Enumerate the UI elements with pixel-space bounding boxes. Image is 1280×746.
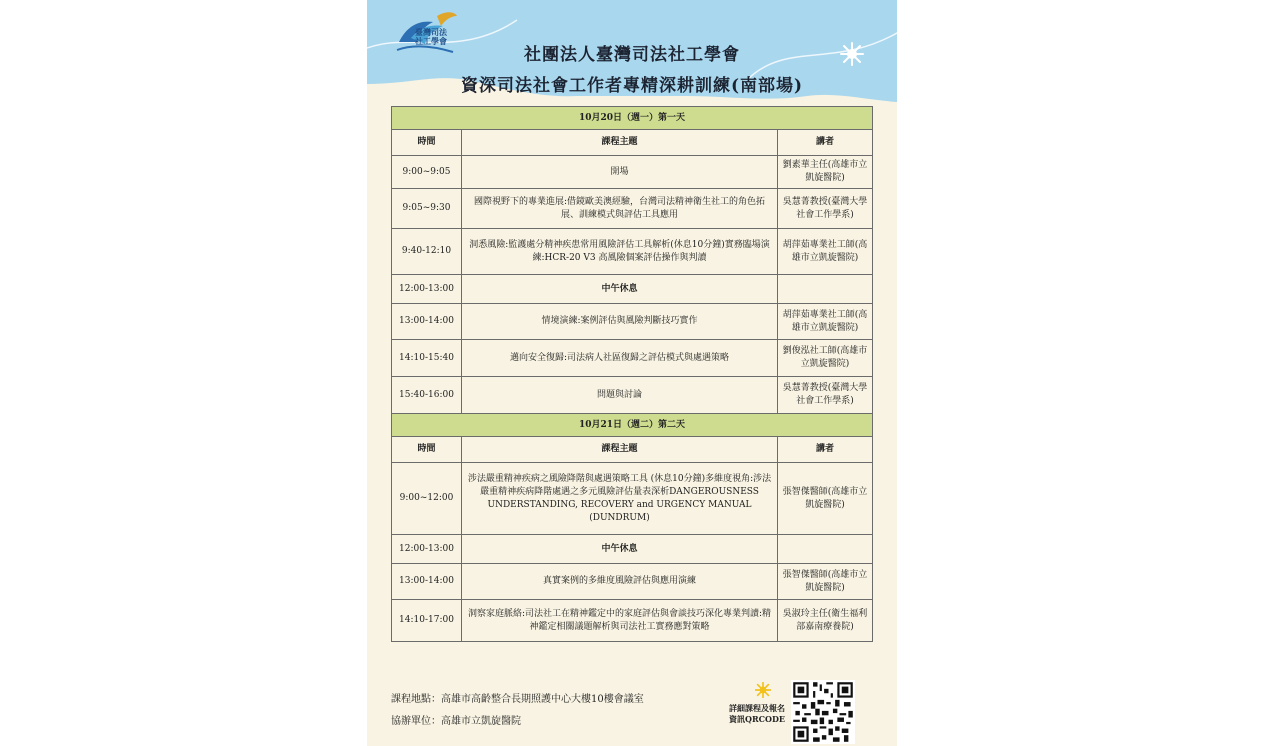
row-topic: 洞悉風險:監護處分精神疾患常用風險評估工具解析(休息10分鐘)實務臨場演練:HCR-20 V3 高風險個案評估操作與判讀 (462, 229, 778, 275)
row-speaker: 張智傑醫師(高雄市立凱旋醫院) (778, 463, 873, 535)
qr-code-icon[interactable] (791, 680, 855, 744)
row-time: 9:00~12:00 (392, 463, 462, 535)
row-time: 14:10-17:00 (392, 600, 462, 642)
col-time: 時間 (392, 130, 462, 156)
row-speaker: 張智傑醫師(高雄市立凱旋醫院) (778, 564, 873, 600)
row-speaker: 吳慧菁教授(臺灣大學社會工作學系) (778, 377, 873, 414)
column-header-row (392, 130, 873, 156)
col-topic: 課程主題 (462, 130, 778, 156)
day-title: 10月20日（週一）第一天 (392, 107, 873, 130)
table-row (392, 600, 873, 642)
row-topic: 開場 (462, 156, 778, 189)
row-topic: 涉法嚴重精神疾病之風險降階與處遇策略工具 (休息10分鐘)多維度視角:涉法嚴重精神疾病降階處遇之多元風險評估量表深析DANGEROUSNESS UNDERSTANDING, RECOVERY and URGENCY MANUAL (DUNDRUM) (462, 463, 778, 535)
col-time: 時間 (392, 437, 462, 463)
table-row (392, 564, 873, 600)
row-time: 9:40-12:10 (392, 229, 462, 275)
col-topic: 課程主題 (462, 437, 778, 463)
row-topic: 情境演練:案例評估與風險判斷技巧實作 (462, 304, 778, 340)
table-row (392, 229, 873, 275)
row-speaker: 胡萍茹專業社工師(高雄市立凱旋醫院) (778, 229, 873, 275)
table-row (392, 535, 873, 564)
row-speaker: 吳淑玲主任(衛生福利部嘉南療養院) (778, 600, 873, 642)
row-topic: 中午休息 (462, 535, 778, 564)
sun-icon (755, 682, 771, 698)
row-time: 14:10-15:40 (392, 340, 462, 377)
table-row (392, 156, 873, 189)
venue-text: 課程地點：高雄市高齡整合長期照護中心大樓10樓會議室 (391, 694, 644, 705)
day-header-row (392, 107, 873, 130)
day-title: 10月21日（週二）第二天 (392, 414, 873, 437)
row-topic: 邁向安全復歸:司法病人社區復歸之評估模式與處遇策略 (462, 340, 778, 377)
row-speaker (778, 275, 873, 304)
row-time: 12:00-13:00 (392, 535, 462, 564)
row-time: 12:00-13:00 (392, 275, 462, 304)
column-header-row (392, 437, 873, 463)
row-topic: 洞察家庭脈絡:司法社工在精神鑑定中的家庭評估與會談技巧深化專業判讀:精神鑑定相關議題解析與司法社工實務應對策略 (462, 600, 778, 642)
row-speaker: 劉俊泓社工師(高雄市立凱旋醫院) (778, 340, 873, 377)
row-speaker: 劉素華主任(高雄市立凱旋醫院) (778, 156, 873, 189)
table-row (392, 275, 873, 304)
table-row (392, 189, 873, 229)
table-row (392, 377, 873, 414)
row-topic: 問題與討論 (462, 377, 778, 414)
row-time: 15:40-16:00 (392, 377, 462, 414)
org-title: 社團法人臺灣司法社工學會 (524, 45, 740, 65)
row-topic: 國際視野下的專業進展:借鏡歐美澳經驗，台灣司法精神衛生社工的角色拓展、訓練模式與評估工具應用 (462, 189, 778, 229)
schedule-table (391, 106, 873, 642)
row-topic: 中午休息 (462, 275, 778, 304)
table-row (392, 463, 873, 535)
day-header-row (392, 414, 873, 437)
col-speaker: 講者 (778, 437, 873, 463)
table-row (392, 304, 873, 340)
row-time: 13:00-14:00 (392, 564, 462, 600)
event-title: 資深司法社會工作者專精深耕訓練(南部場) (460, 76, 804, 96)
table-row (392, 340, 873, 377)
row-time: 9:00~9:05 (392, 156, 462, 189)
co-organizer-text: 協辦單位：高雄市立凱旋醫院 (391, 716, 521, 727)
row-topic: 真實案例的多維度風險評估與應用演練 (462, 564, 778, 600)
row-speaker (778, 535, 873, 564)
row-speaker: 胡萍茹專業社工師(高雄市立凱旋醫院) (778, 304, 873, 340)
qr-label: 詳細課程及報名資訊QRCODE (729, 703, 785, 724)
poster (367, 0, 897, 746)
logo-text: 臺灣司法 社工學會 (415, 28, 447, 46)
row-time: 13:00-14:00 (392, 304, 462, 340)
row-speaker: 吳慧菁教授(臺灣大學社會工作學系) (778, 189, 873, 229)
row-time: 9:05~9:30 (392, 189, 462, 229)
col-speaker: 講者 (778, 130, 873, 156)
